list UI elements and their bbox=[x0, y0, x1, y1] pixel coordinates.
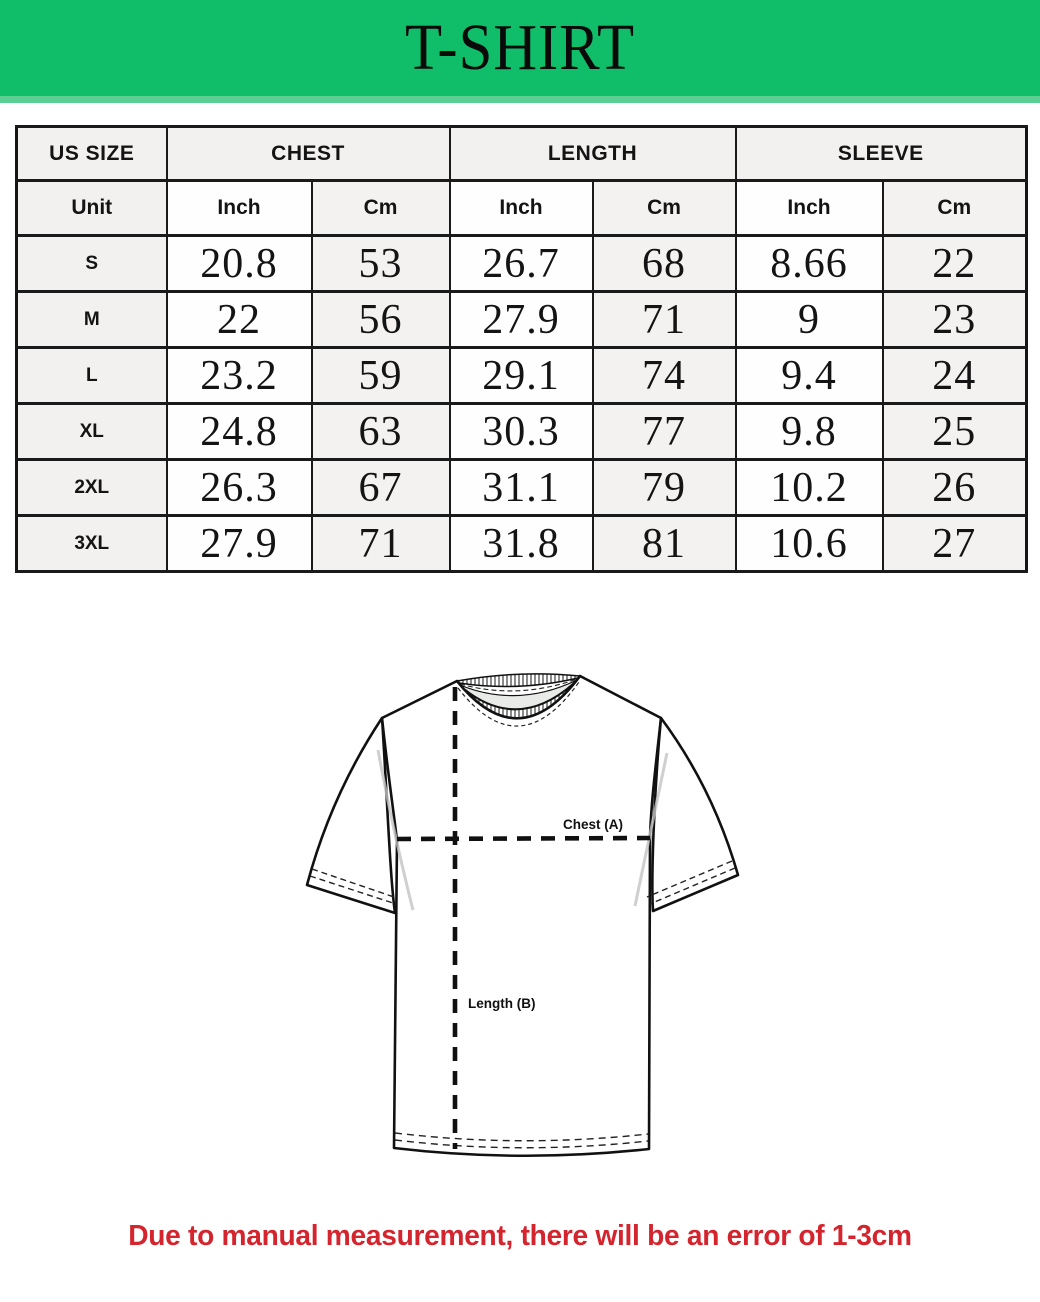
cell-value: 22 bbox=[883, 236, 1027, 292]
title-banner bbox=[0, 0, 1040, 103]
unit-sleeve-inch: Inch bbox=[736, 181, 883, 236]
measurement-note: Due to manual measurement, there will be an error of 1-3cm bbox=[128, 1220, 912, 1252]
cell-value: 63 bbox=[312, 404, 450, 460]
size-label: 3XL bbox=[17, 516, 167, 572]
table-row-l bbox=[17, 348, 1027, 404]
chest-label: Chest (A) bbox=[563, 817, 623, 832]
size-label: M bbox=[17, 292, 167, 348]
size-label: 2XL bbox=[17, 460, 167, 516]
cell-value: 77 bbox=[593, 404, 736, 460]
cell-value: 81 bbox=[593, 516, 736, 572]
cell-value: 20.8 bbox=[167, 236, 312, 292]
unit-chest-inch: Inch bbox=[167, 181, 312, 236]
cell-value: 53 bbox=[312, 236, 450, 292]
cell-value: 71 bbox=[593, 292, 736, 348]
cell-value: 26.3 bbox=[167, 460, 312, 516]
header-us-size: US SIZE bbox=[17, 127, 167, 181]
header-chest: CHEST bbox=[167, 127, 450, 181]
cell-value: 56 bbox=[312, 292, 450, 348]
unit-length-inch: Inch bbox=[450, 181, 593, 236]
cell-value: 68 bbox=[593, 236, 736, 292]
shirt-left-sleeve bbox=[307, 718, 395, 913]
table-row-xl bbox=[17, 404, 1027, 460]
length-label: Length (B) bbox=[468, 996, 536, 1011]
cell-value: 26.7 bbox=[450, 236, 593, 292]
cell-value: 79 bbox=[593, 460, 736, 516]
unit-label: Unit bbox=[17, 181, 167, 236]
header-sleeve: SLEEVE bbox=[736, 127, 1027, 181]
table-row-2xl bbox=[17, 460, 1027, 516]
table-row-3xl bbox=[17, 516, 1027, 572]
cell-value: 9 bbox=[736, 292, 883, 348]
cell-value: 30.3 bbox=[450, 404, 593, 460]
tshirt-figure bbox=[285, 663, 757, 1168]
size-label: L bbox=[17, 348, 167, 404]
collar-back-band bbox=[457, 674, 580, 687]
cell-value: 59 bbox=[312, 348, 450, 404]
cell-value: 74 bbox=[593, 348, 736, 404]
cell-value: 27.9 bbox=[167, 516, 312, 572]
cell-value: 71 bbox=[312, 516, 450, 572]
cell-value: 10.2 bbox=[736, 460, 883, 516]
cell-value: 31.1 bbox=[450, 460, 593, 516]
cell-value: 24.8 bbox=[167, 404, 312, 460]
cell-value: 27 bbox=[883, 516, 1027, 572]
cell-value: 29.1 bbox=[450, 348, 593, 404]
cell-value: 10.6 bbox=[736, 516, 883, 572]
cell-value: 8.66 bbox=[736, 236, 883, 292]
page-title: T-SHIRT bbox=[405, 11, 635, 84]
unit-row bbox=[17, 181, 1027, 236]
size-label: XL bbox=[17, 404, 167, 460]
cell-value: 22 bbox=[167, 292, 312, 348]
header-length: LENGTH bbox=[450, 127, 736, 181]
cell-value: 9.4 bbox=[736, 348, 883, 404]
cell-value: 27.9 bbox=[450, 292, 593, 348]
shirt-right-sleeve bbox=[652, 718, 738, 911]
tshirt-diagram bbox=[285, 663, 757, 1168]
unit-chest-cm: Cm bbox=[312, 181, 450, 236]
cell-value: 23.2 bbox=[167, 348, 312, 404]
unit-length-cm: Cm bbox=[593, 181, 736, 236]
size-chart-table bbox=[15, 125, 1028, 573]
cell-value: 25 bbox=[883, 404, 1027, 460]
table-row-s bbox=[17, 236, 1027, 292]
table-header-row bbox=[17, 127, 1027, 181]
cell-value: 23 bbox=[883, 292, 1027, 348]
cell-value: 31.8 bbox=[450, 516, 593, 572]
unit-sleeve-cm: Cm bbox=[883, 181, 1027, 236]
cell-value: 67 bbox=[312, 460, 450, 516]
cell-value: 9.8 bbox=[736, 404, 883, 460]
cell-value: 26 bbox=[883, 460, 1027, 516]
table-row-m bbox=[17, 292, 1027, 348]
shirt-body-outline bbox=[382, 676, 661, 1156]
size-label: S bbox=[17, 236, 167, 292]
cell-value: 24 bbox=[883, 348, 1027, 404]
